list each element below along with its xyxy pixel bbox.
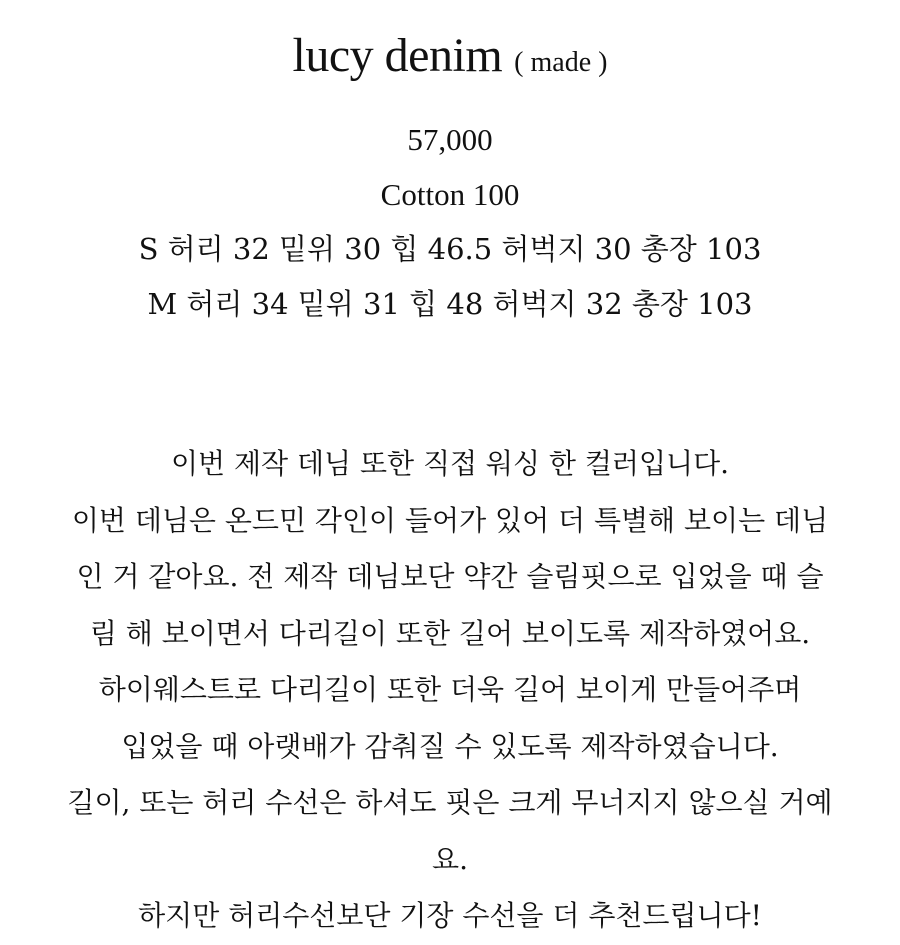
product-material: Cotton 100 [380,177,520,212]
description-line: 길이, 또는 허리 수선은 하셔도 핏은 크게 무너지지 않으실 거예 [67,786,833,819]
description-line: 이번 데님은 온드민 각인이 들어가 있어 더 특별해 보이는 데님 [71,503,829,537]
description-line: 림 해 보이면서 다리길이 또한 길어 보이도록 제작하였어요. [89,616,811,650]
product-title [0,28,900,83]
product-subtitle: ( made ) [514,47,608,78]
description-line: 이번 제작 데님 또한 직접 워싱 한 컬러입니다. [170,447,730,480]
description-line: 하지만 허리수선보단 기장 수선을 더 추천드립니다! [138,899,762,932]
description-line: 하이웨스트로 다리길이 또한 더욱 길어 보이게 만들어주며 [98,673,802,706]
description-line: 요. [432,842,468,876]
product-name: lucy denim [292,29,503,82]
product-price: 57,000 [407,122,493,157]
product-description [0,436,900,945]
product-specs [0,112,900,332]
size-row-s: S 허리 32 밑위 30 힙 46.5 허벅지 30 총장 103 [138,232,762,266]
description-line: 입었을 때 아랫배가 감춰질 수 있도록 제작하였습니다. [121,729,779,763]
description-line: 인 거 같아요. 전 제작 데님보단 약간 슬림핏으로 입었을 때 슬 [76,560,824,593]
size-row-m: M 허리 34 밑위 31 힙 48 허벅지 32 총장 103 [147,287,753,321]
